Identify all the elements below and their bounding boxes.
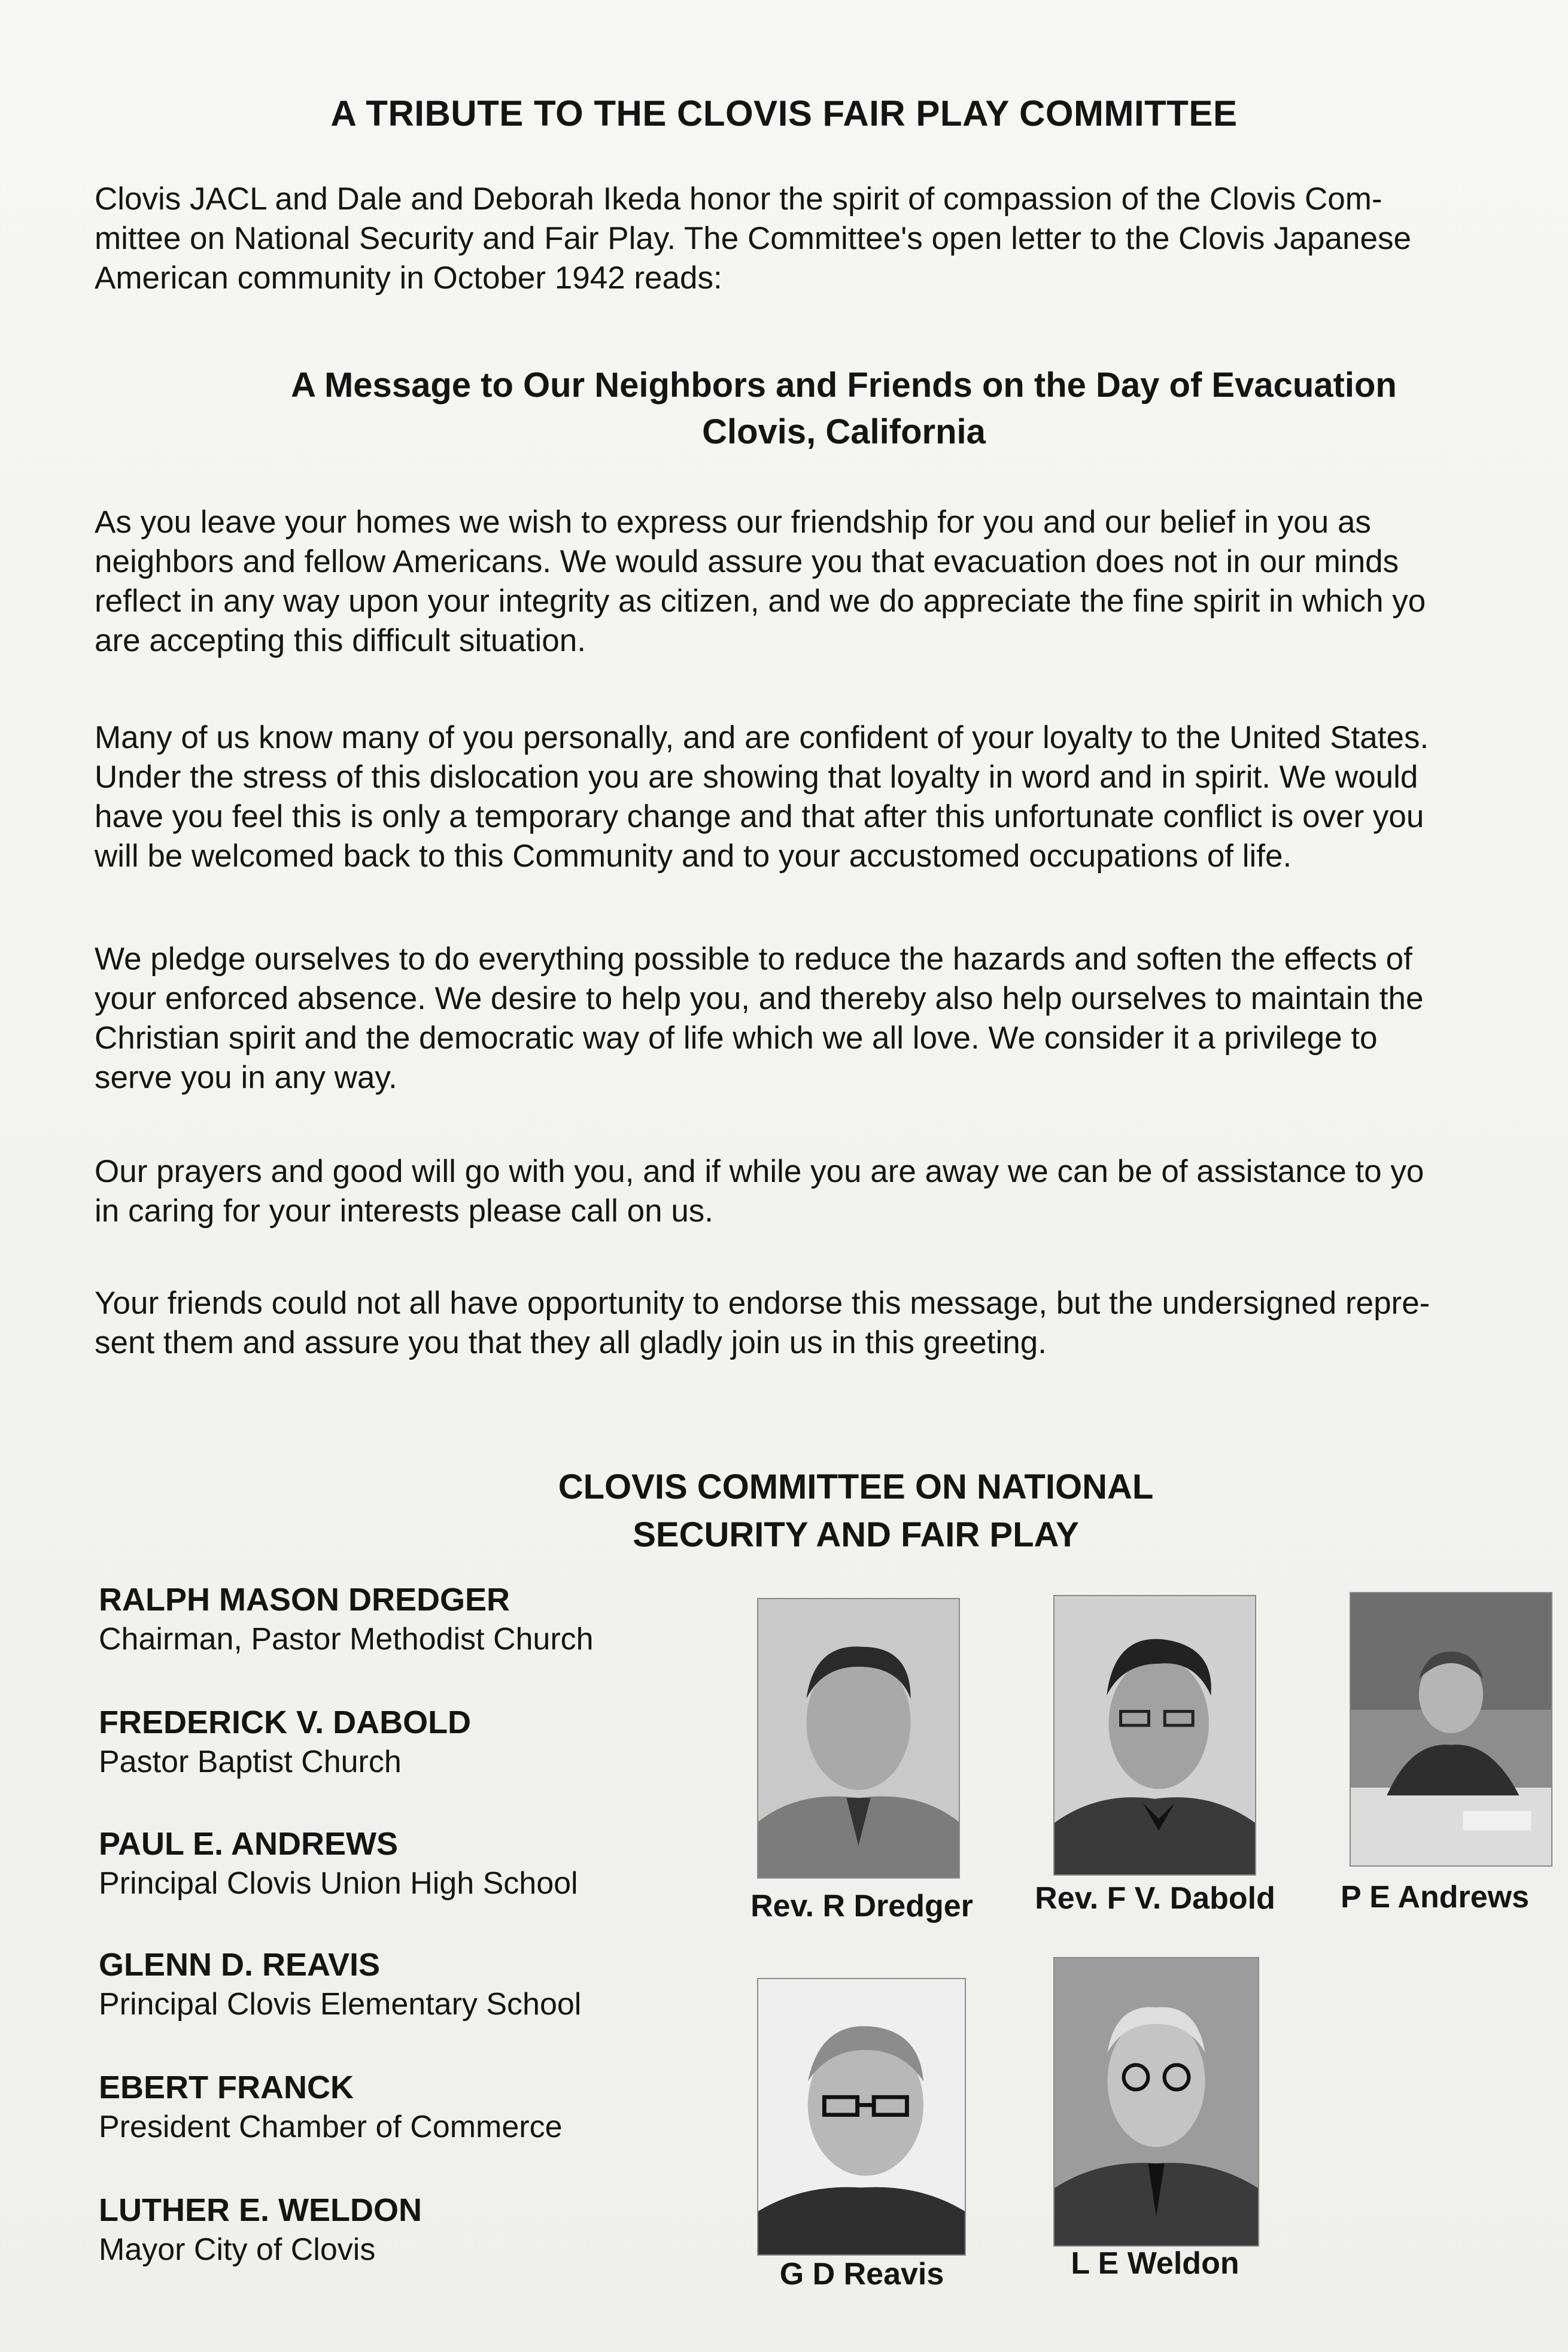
page-title: A TRIBUTE TO THE CLOVIS FAIR PLAY COMMITTEE (330, 93, 1238, 133)
member-role: Pastor Baptist Church (99, 1745, 402, 1779)
caption-andrews: P E Andrews (1341, 1880, 1529, 1915)
portrait-weldon (1053, 1957, 1259, 2247)
letter-paragraph-2: Many of us know many of you personally, and are confident of your loyalty to the United States. Under the stress of this dislocation you are showing that loyalty in word and in spirit. We would have you feel this is only a temporary change and that after this unfortunate conflict is over you will be welcomed back to this Community and to your accustomed occupations of life. (95, 720, 1429, 874)
committee-heading (0, 1463, 1568, 1559)
committee-heading-line2: SECURITY AND FAIR PLAY (633, 1515, 1079, 1554)
member-role: Principal Clovis Elementary School (99, 1987, 582, 2022)
message-title (0, 362, 1568, 455)
member-role: Chairman, Pastor Methodist Church (99, 1622, 594, 1657)
portrait-reavis (757, 1978, 966, 2256)
portrait-dabold (1053, 1595, 1256, 1876)
message-title-line: A Message to Our Neighbors and Friends on the Day of Evacuation (291, 366, 1397, 405)
caption-dredger: Rev. R Dredger (750, 1889, 973, 1923)
member-dredger (99, 1580, 727, 1659)
member-reavis (99, 1945, 727, 2024)
caption-reavis: G D Reavis (779, 2257, 944, 2292)
caption-dabold: Rev. F V. Dabold (1035, 1881, 1275, 1916)
member-name: LUTHER E. WELDON (99, 2192, 422, 2228)
portrait-andrews (1350, 1592, 1552, 1867)
letter-paragraph-5: Your friends could not all have opportunity to endorse this message, but the undersigned repre- sent them and assure you that they all gladly join us in this greeting. (95, 1286, 1430, 1360)
member-role: President Chamber of Commerce (99, 2110, 563, 2144)
letter-paragraph-3: We pledge ourselves to do everything possible to reduce the hazards and soften the effects of your enforced absence. We desire to help you, and thereby also help ourselves to maintain the Christian spirit and the democratic way of life which we all love. We consider it a privilege to serve you in any way. (95, 941, 1424, 1095)
member-role: Mayor City of Clovis (99, 2232, 376, 2267)
intro-paragraph: Clovis JACL and Dale and Deborah Ikeda honor the spirit of compassion of the Clovis Com- mittee on National Security and Fair Play. The Committee's open letter to the Clovis Japanese American community in October 1942 reads: (95, 181, 1411, 296)
message-location: Clovis, California (702, 412, 986, 451)
member-name: GLENN D. REAVIS (99, 1947, 381, 1983)
letter-paragraph-1: As you leave your homes we wish to express our friendship for you and our belief in you as neighbors and fellow Americans. We would assure you that evacuation does not in our minds reflect in any way upon your integrity as citizen, and we do appreciate the fine spirit in which yo are accepting this difficult situation. (95, 505, 1426, 658)
member-name: PAUL E. ANDREWS (99, 1826, 399, 1862)
caption-weldon: L E Weldon (1071, 2246, 1239, 2281)
member-name: EBERT FRANCK (99, 2070, 354, 2105)
member-name: RALPH MASON DREDGER (99, 1582, 510, 1618)
member-name: FREDERICK V. DABOLD (99, 1704, 472, 1740)
portrait-dredger (757, 1598, 960, 1879)
member-andrews (99, 1824, 727, 1903)
member-role: Principal Clovis Union High School (99, 1866, 578, 1901)
member-weldon (99, 2190, 727, 2269)
member-dabold (99, 1703, 727, 1782)
letter-paragraph-4: Our prayers and good will go with you, and if while you are away we can be of assistance to yo in caring for your interests please call on us. (95, 1154, 1424, 1229)
committee-heading-line1: CLOVIS COMMITTEE ON NATIONAL (558, 1467, 1154, 1506)
member-franck (99, 2068, 727, 2147)
